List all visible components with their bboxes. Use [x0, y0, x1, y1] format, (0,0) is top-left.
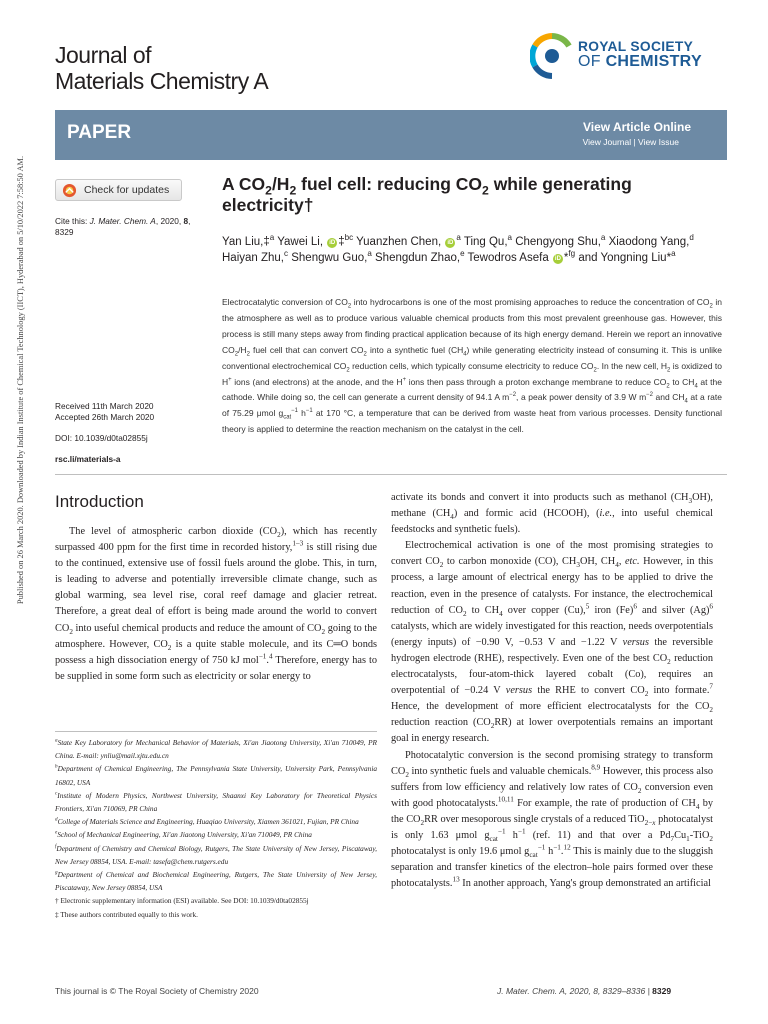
rsc-journal-link[interactable]: rsc.li/materials-a [55, 454, 121, 464]
page-number: 8329 [652, 986, 672, 996]
orcid-icon[interactable]: iD [329, 240, 336, 246]
rsc-logo[interactable]: ROYAL SOCIETY OF CHEMISTRY [530, 32, 720, 84]
view-article-online-link[interactable]: View Article Online [582, 120, 691, 134]
received-accepted-dates: Received 11th March 2020 Accepted 26th March 2020 [55, 401, 155, 422]
footer-copyright: This journal is © The Royal Society of Chemistry 2020 [55, 986, 259, 996]
download-notice: Published on 26 March 2020. Downloaded by Indian Institute of Chemical Technology (IICT), Hyderabad on 5/10/2022 7:58:50 AM. [16, 155, 25, 605]
article-type-label: PAPER [67, 122, 132, 143]
abstract: Electrocatalytic conversion of $CO_2$ into hydrocarbons is one of the most promising approaches to reduce the concentration of $CO_2$ in the atmosphere as well as to produce various valuable chemical products from this most prevalent greenhouse gas. However, this process is still many steps away from finding practical application because of its high energy demand. Herein we report an innovative $CO_2/H_2$ fuel cell that can convert $CO_2$ into a synthetic fuel $(CH_4)$ while generating electricity instead of consuming it. This is unlike conventional electrochemical $CO_2$ reduction cells, which typically consume electricity to reduce $CO_2$. In the new cell, $H_2$ is oxidized to H+ ions (and electrons) at the anode, and the H+ ions then pass through a proton exchange membrane to reduce $CO_2$ to $CH_4$ at the cathode. While doing so, the cell can generate a current density of 94.1 A $m^{-2}$, a peak power density of 3.9 W $m^{-2}$ and $CH_4$ at a rate of 75.29 μmol $g_{cat}^{-1}$ $h^{-1}$ at 170 °C, a temperature that can be derived from waste heat from various processes. Density functional theory is applied to determine the reaction mechanism on the catalyst in the cell. [222, 297, 723, 435]
article-title: A $CO_2/H_2$ fuel cell: reducing $CO_2$ while generating electricity† [222, 174, 632, 215]
check-for-updates-button[interactable]: Check for updates [55, 179, 182, 201]
orcid-icon[interactable]: iD [554, 256, 561, 262]
author-list: Yan Liu,‡$^a$ Yawei Li, iD ‡$^{bc}$ Yuanzhen Chen, $iD^a$ Ting Qu,$^a$ Chengyong Shu,$^a$ Xiaodong Yang,$^d$ Haiyan Zhu,$^c$ Shengwu Guo,$^a$ Shengdun Zhao,$^e$ Tewodros Asefa iD *$^{fg}$ and Yongning Liu*$^a$ [222, 233, 694, 264]
affiliation-footnotes: $^a$State Key Laboratory for Mechanical Behavior of Materials, Xi'an Jiaotong University, Xi'an 710049, PR China. E-mail: ynliu@mail.xjtu.edu.cn $^b$Department of Chemical Engineering, The Pennsylvania State University, University Park, Pennsylvania 16802, USA $^c$Institute of Modern Physics, Northwest University, Shaanxi Key Laboratory for Theoretical Physics Frontiers, Xi'an 710069, PR China $^d$College of Materials Science and Engineering, Huaqiao University, Xiamen 361021, Fujian, PR China $^e$School of Mechanical Engineering, Xi'an Jiaotong University, Xi'an 710049, PR China $^f$Department of Chemistry and Chemical Biology, Rutgers, The State University of New Jersey, Piscataway, New Jersey 08854, USA. E-mail: tasefa@chem.rutgers.edu $^g$Department of Chemical and Biochemical Engineering, Rutgers, The State University of New Jersey, Piscataway, New Jersey 08854, USA † Electronic supplementary information (ESI) available. See DOI: 10.1039/d0ta02855j ‡ These authors contributed equally to this work. [55, 737, 377, 919]
view-journal-issue-links[interactable]: View Journal | View Issue [582, 137, 679, 147]
orcid-icon[interactable]: iD [447, 240, 454, 246]
article-type-banner [55, 110, 727, 160]
body-column-right: activate its bonds and convert it into products such as methanol $(CH_3OH)$, methane $(CH_4)$ and formic acid (HCOOH), (i.e., into useful chemical feedstocks and synthetic fuels). Electrochemical activation is one of the most promising strategies to convert $CO_2$ to carbon monoxide (CO), $CH_3OH$, $CH_4$, etc. However, in this process, a large amount of electrical energy has to be applied to drive the reaction, even in the presence of catalysts. For instance, the electrochemical reduction of $CO_2$ to $CH_4$ over copper (Cu),$^5$ iron $(Fe)^6$ and silver $(Ag)^6$ catalysts, which are widely investigated for this reaction, needs overpotentials (energy inputs) of −0.90 V, −0.53 V and −1.22 V versus the reversible hydrogen electrode (RHE), respectively. Even one of the best $CO_2$ reduction electrocatalysts, four-atom-thick layered cobalt (Co), requires an overpotential of −0.24 V versus the RHE to convert $CO_2$ into formate.$^7$ Hence, the development of more efficient electrocatalysts for the $CO_2$ reduction reaction $(CO_2RR)$ at lower overpotentials remains an important goal in energy research. Photocatalytic conversion is the second promising strategy to transform $CO_2$ into synthetic fuels and valuable chemicals.$^{8,9}$ However, this process also suffers from low efficiency and relatively low rates of $CO_2$ conversion even with good photocatalysts.$^{10,11}$ For example, the rate of production of $CH_4$ by the $CO_2RR$ over mesoporous single crystals of a reduced TiO$_{2-x}$ photocatalyst is only 1.63 μmol $g_{cat}^{-1}$ $h^{-1}$ (ref. 11) and that over a $Pd_7Cu_1-TiO_2$ photocatalyst is only 19.6 μmol $g_{cat}^{-1}$ $h^{-1}.^{12}$ This is mainly due to the sluggish separation and transfer kinetics of the electron–hole pairs formed over these photocatalysts.$^{13}$ In another approach, Yang's group demonstrated an artificial [391, 492, 714, 890]
footnote-divider [55, 731, 377, 732]
journal-title[interactable]: Journal of Materials Chemistry A [55, 42, 269, 94]
section-divider [55, 474, 727, 475]
section-heading: Introduction [55, 492, 144, 511]
footer-citation: J. Mater. Chem. A, 2020, 8, 8329–8336 | 8329 [497, 986, 672, 996]
rsc-emblem-icon [530, 32, 574, 80]
cite-this: Cite this: J. Mater. Chem. A, 2020, 8, 8329 [55, 216, 191, 237]
doi[interactable]: DOI: 10.1039/d0ta02855j [55, 433, 148, 443]
check-updates-icon [62, 183, 77, 198]
body-column-left: The level of atmospheric carbon dioxide $(CO_2)$, which has recently surpassed 400 ppm for the first time in recorded history,$^{1-3}$ is still rising due to the continued, extensive use of fossil fuels around the globe. This, in turn, is leading to adverse and potentially irreversible climate change, such as global warming, sea level rise, coral reef damage and glacier retreat. Therefore, a great deal of effort is being made around the world to convert $CO_2$ into useful chemical products and reduce the amount of $CO_2$ going to the atmosphere. However, $CO_2$ is a quite stable molecule, and its C═O bonds possess a high dissociation energy of 750 kJ mol$^{-1}$.$^4$ Therefore, energy has to be supplied in some form such as electricity or solar energy to [55, 526, 378, 682]
